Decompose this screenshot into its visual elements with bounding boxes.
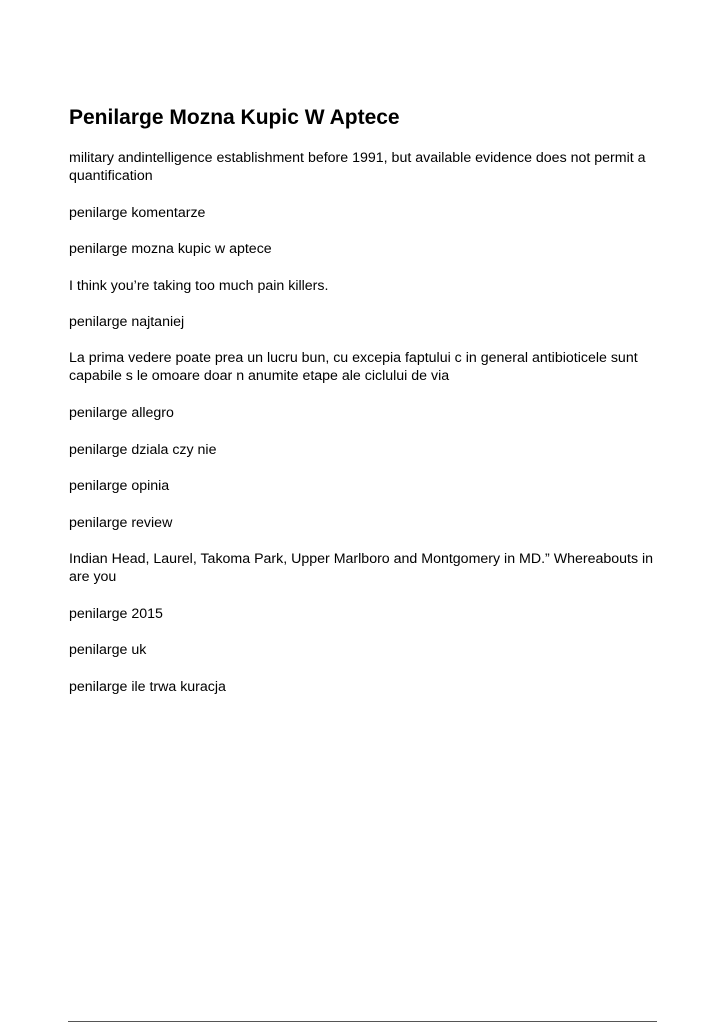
paragraph-5: penilarge najtaniej [69, 314, 185, 330]
footer-divider [68, 1021, 657, 1022]
paragraph-6: La prima vedere poate prea un lucru bun, cu excepia faptului c in general antibioticele sunt capabile s le omoare doar n anumite etape ale ciclului de via [69, 350, 638, 384]
paragraph-14: penilarge ile trwa kuracja [69, 679, 226, 695]
paragraph-2: penilarge komentarze [69, 205, 206, 221]
page-title: Penilarge Mozna Kupic W Aptece [69, 106, 400, 129]
paragraph-10: penilarge review [69, 515, 173, 531]
paragraph-13: penilarge uk [69, 642, 147, 658]
paragraph-12: penilarge 2015 [69, 606, 163, 622]
paragraph-8: penilarge dziala czy nie [69, 442, 217, 458]
paragraph-11: Indian Head, Laurel, Takoma Park, Upper Marlboro and Montgomery in MD.” Whereabouts in are you [69, 551, 654, 585]
paragraph-7: penilarge allegro [69, 405, 174, 421]
paragraph-4: I think you’re taking too much pain killers. [69, 278, 329, 294]
paragraph-1: military andintelligence establishment before 1991, but available evidence does not permit a quantification [69, 150, 646, 184]
paragraph-9: penilarge opinia [69, 478, 170, 494]
paragraph-3: penilarge mozna kupic w aptece [69, 241, 272, 257]
